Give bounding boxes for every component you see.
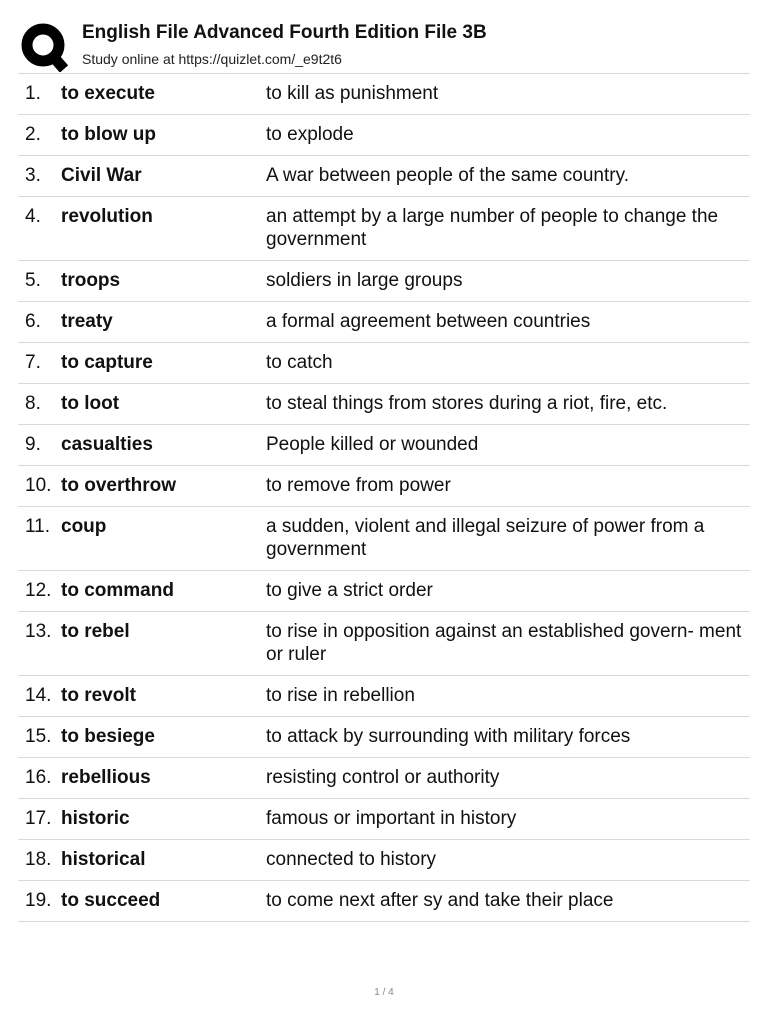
list-item: [18, 197, 750, 261]
item-definition: a sudden, violent and illegal seizure of power from a government: [266, 516, 705, 560]
item-number: 1.: [25, 83, 41, 104]
item-term: treaty: [61, 311, 113, 332]
item-term: to besiege: [61, 726, 155, 747]
item-definition: an attempt by a large number of people to change the government: [266, 206, 719, 250]
item-definition: famous or important in history: [266, 808, 517, 829]
item-term: historical: [61, 849, 146, 870]
page-indicator: 1 / 4: [374, 987, 394, 998]
vocabulary-list: [18, 73, 750, 922]
item-definition: to kill as punishment: [266, 83, 439, 104]
list-item: [18, 466, 750, 507]
list-item: [18, 302, 750, 343]
item-term: revolution: [61, 206, 153, 227]
item-number: 19.: [25, 890, 52, 911]
list-item: [18, 840, 750, 881]
item-term: Civil War: [61, 165, 142, 186]
list-item: [18, 612, 750, 676]
list-item: [18, 507, 750, 571]
item-term: coup: [61, 516, 107, 537]
item-term: to command: [61, 580, 174, 601]
item-term: to capture: [61, 352, 153, 373]
item-number: 9.: [25, 434, 41, 455]
quizlet-q-logo-icon: [20, 22, 70, 72]
study-online-link[interactable]: Study online at https://quizlet.com/_e9t2t6: [82, 51, 342, 67]
item-definition: to give a strict order: [266, 580, 433, 601]
list-item: [18, 676, 750, 717]
list-item: [18, 571, 750, 612]
list-item: [18, 717, 750, 758]
item-term: historic: [61, 808, 130, 829]
item-definition: to catch: [266, 352, 333, 373]
list-item: [18, 156, 750, 197]
item-term: troops: [61, 270, 121, 291]
item-definition: resisting control or authority: [266, 767, 500, 788]
list-item: [18, 74, 750, 115]
item-number: 3.: [25, 165, 41, 186]
item-number: 18.: [25, 849, 52, 870]
item-term: to loot: [61, 393, 120, 414]
item-number: 5.: [25, 270, 41, 291]
item-term: rebellious: [61, 767, 151, 788]
item-number: 2.: [25, 124, 41, 145]
list-item: [18, 881, 750, 922]
item-number: 6.: [25, 311, 41, 332]
item-number: 4.: [25, 206, 41, 227]
item-term: to revolt: [61, 685, 136, 706]
item-definition: A war between people of the same country.: [266, 165, 629, 186]
item-number: 12.: [25, 580, 52, 601]
item-number: 11.: [25, 516, 51, 537]
item-number: 14.: [25, 685, 52, 706]
item-number: 7.: [25, 352, 41, 373]
item-term: to succeed: [61, 890, 161, 911]
item-definition: a formal agreement between countries: [266, 311, 591, 332]
item-definition: People killed or wounded: [266, 434, 479, 455]
item-term: casualties: [61, 434, 153, 455]
list-item: [18, 799, 750, 840]
item-definition: to come next after sy and take their place: [266, 890, 614, 911]
list-item: [18, 758, 750, 799]
item-definition: to attack by surrounding with military forces: [266, 726, 631, 747]
page-header: [18, 18, 750, 74]
item-definition: to rise in opposition against an established govern- ment or ruler: [266, 621, 742, 665]
list-item: [18, 425, 750, 466]
list-item: [18, 261, 750, 302]
page-title: English File Advanced Fourth Edition File 3B: [82, 22, 487, 43]
item-term: to overthrow: [61, 475, 177, 496]
item-definition: connected to history: [266, 849, 437, 870]
item-number: 13.: [25, 621, 52, 642]
item-number: 10.: [25, 475, 52, 496]
item-number: 16.: [25, 767, 52, 788]
item-number: 8.: [25, 393, 41, 414]
item-definition: to explode: [266, 124, 354, 145]
item-definition: soldiers in large groups: [266, 270, 463, 291]
item-number: 15.: [25, 726, 52, 747]
item-definition: to steal things from stores during a riot, fire, etc.: [266, 393, 668, 414]
list-item: [18, 115, 750, 156]
list-item: [18, 384, 750, 425]
item-definition: to rise in rebellion: [266, 685, 415, 706]
item-number: 17.: [25, 808, 52, 829]
item-term: to blow up: [61, 124, 156, 145]
item-definition: to remove from power: [266, 475, 451, 496]
list-item: [18, 343, 750, 384]
item-term: to rebel: [61, 621, 130, 642]
item-term: to execute: [61, 83, 155, 104]
